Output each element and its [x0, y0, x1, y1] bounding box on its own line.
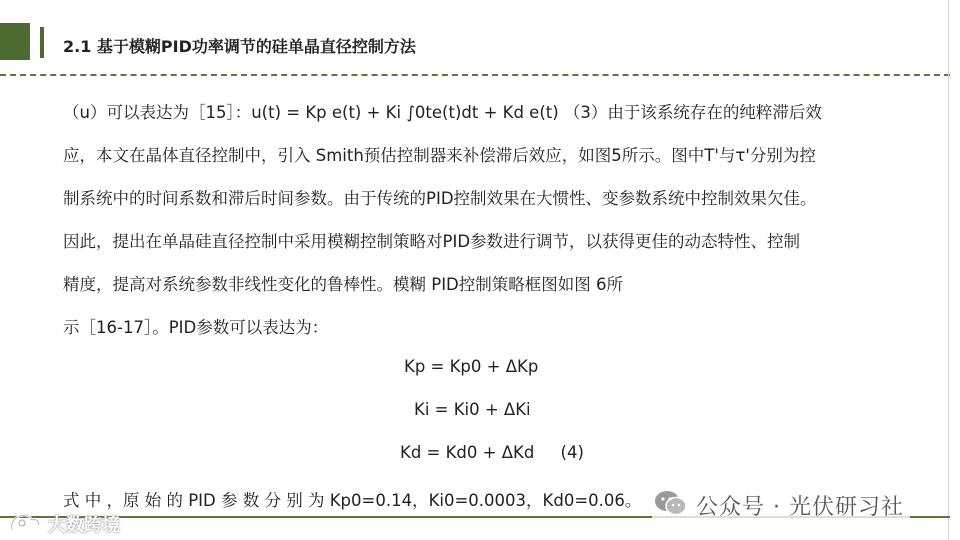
- wechat-account-overlay: [652, 487, 910, 523]
- slide-title: 2.1 基于模糊PID功率调节的硅单晶直径控制方法: [63, 37, 416, 56]
- formula-kd: Kd = Kd0 + ΔKd (4): [400, 443, 584, 462]
- body-last-line: 式 中 ，原 始 的 PID 参 数 分 别 为 Kp0=0.14，Ki0=0.0003，Kd0=0.06。: [63, 491, 642, 510]
- watermark-text: 大数跨境: [48, 515, 120, 536]
- body-line-5: 精度，提高对系统参数非线性变化的鲁棒性。模糊 PID控制策略框图如图 6所: [63, 275, 624, 294]
- slide-right-edge: [948, 0, 949, 540]
- body-line-3: 制系统中的时间系数和滞后时间参数。由于传统的PID控制效果在大惯性、变参数系统中控制效果欠佳。: [63, 189, 817, 208]
- corner-watermark: [8, 510, 120, 538]
- body-line-4: 因此，提出在单晶硅直径控制中采用模糊控制策略对PID参数进行调节，以获得更佳的动态特性、控制: [63, 232, 801, 251]
- title-accent-tick: [40, 27, 44, 58]
- formula-kp: Kp = Kp0 + ΔKp: [404, 357, 539, 376]
- body-line-1: （u）可以表达为［15］：u(t) = Kp e(t) + Ki ∫0te(t)dt + Kd e(t) （3）由于该系统存在的纯粹滞后效: [63, 103, 822, 122]
- watermark-logo-icon: [8, 510, 42, 538]
- wechat-icon: [654, 489, 688, 521]
- header-divider: [0, 74, 950, 76]
- formula-ki: Ki = Ki0 + ΔKi: [414, 400, 531, 419]
- title-accent-bar: [0, 23, 30, 60]
- body-line-2: 应，本文在晶体直径控制中，引入 Smith预估控制器来补偿滞后效应，如图5所示。图中T'与τ'分别为控: [63, 146, 816, 165]
- body-line-6: 示［16-17］。PID参数可以表达为：: [63, 318, 329, 337]
- wechat-account-name: 公众号 · 光伏研习社: [696, 494, 904, 520]
